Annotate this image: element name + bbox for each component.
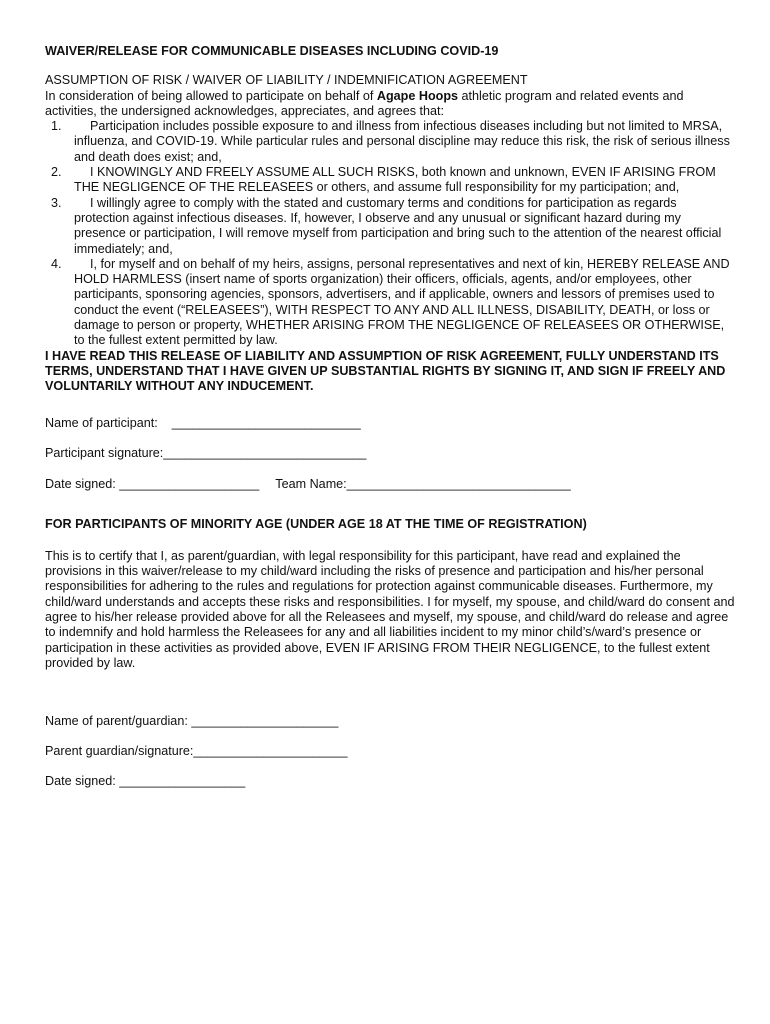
intro-paragraph (45, 89, 735, 120)
list-item-number: 1. (51, 119, 62, 134)
document-title: WAIVER/RELEASE FOR COMMUNICABLE DISEASES INCLUDING COVID-19 (45, 44, 499, 58)
guardian-name-field[interactable]: Name of parent/guardian: _____________________ (45, 714, 339, 729)
participant-signature-field[interactable]: Participant signature:_____________________________ (45, 445, 367, 460)
acknowledgement-statement: I HAVE READ THIS RELEASE OF LIABILITY AND ASSUMPTION OF RISK AGREEMENT, FULLY UNDERSTAND ITS TERMS, UNDERSTAND THAT I HAVE GIVEN UP SUBSTANTIAL RIGHTS BY SIGNING IT, AND SIGN IF FREELY AND VOLUNTARILY WITHOUT ANY INDUCEMENT. (45, 348, 726, 394)
list-item-text: I KNOWINGLY AND FREELY ASSUME ALL SUCH RISKS, both known and unknown, EVEN IF ARISING FROM THE NEGLIGENCE OF THE RELEASEES or others, and assume full responsibility for my participation; and, (74, 165, 716, 195)
list-item (45, 119, 735, 165)
participant-date-team-row (45, 477, 735, 492)
participant-date-field[interactable]: Date signed: ____________________ (45, 477, 260, 492)
minor-certification-paragraph: This is to certify that I, as parent/guardian, with legal responsibility for this participant, have read and explained the provisions in this waiver/release to my child/ward including the risks of presence and participation and his/her personal responsibilities for adhering to the rules and regulations for protection against communicable diseases. Furthermore, my child/ward understands and accepts these risks and responsibilities. I for myself, my spouse, and child/ward do consent and agree to his/her release provided above for all the Releasees and myself, my spouse, and child/ward do release and agree to indemnify and hold harmless the Releasees for any and all liabilities incident to my minor child’s/ward’s presence or participation in these activities as provided above, EVEN IF ARISING FROM THEIR NEGLIGENCE, to the fullest extent provided by law. (45, 548, 735, 670)
minor-section-title: FOR PARTICIPANTS OF MINORITY AGE (UNDER AGE 18 AT THE TIME OF REGISTRATION) (45, 517, 587, 532)
intro-before: In consideration of being allowed to participate on behalf of (45, 88, 377, 103)
list-item-text: I willingly agree to comply with the stated and customary terms and conditions for participation as regards protection against infectious diseases. If, however, I observe and any unusual or significant hazard during my presence or participation, I will remove myself from participation and bring such to the attention of the nearest official immediately; and, (74, 195, 722, 256)
list-item-number: 3. (51, 195, 62, 210)
team-name-field[interactable]: Team Name:________________________________ (275, 477, 571, 492)
waiver-document (45, 44, 735, 789)
participant-name-field[interactable]: Name of participant: ___________________________ (45, 415, 361, 430)
list-item-text: I, for myself and on behalf of my heirs, assigns, personal representatives and next of kin, HEREBY RELEASE AND HOLD HARMLESS (insert name of sports organization) their officers, officials, agents, and/or employees, other participants, sponsoring agencies, sponsors, advertisers, and if applicable, owners and lessors of premises used to conduct the event (“RELEASEES”), WITH RESPECT TO ANY AND ALL ILLNESS, DISABILITY, DEATH, or loss or damage to person or property, WHETHER ARISING FROM THE NEGLIGENCE OF RELEASEES OR OTHERWISE, to the fullest extent permitted by law. (74, 256, 730, 348)
list-item (45, 165, 735, 196)
guardian-date-field[interactable]: Date signed: __________________ (45, 773, 246, 788)
list-item-number: 2. (51, 165, 62, 180)
list-item-number: 4. (51, 256, 62, 271)
organization-name: Agape Hoops (376, 88, 459, 103)
terms-list (45, 119, 735, 348)
list-item (45, 196, 735, 257)
intro-after: athletic program and related events and activities, the undersigned acknowledges, appreciates, and agrees that: (45, 88, 684, 118)
agreement-subtitle: ASSUMPTION OF RISK / WAIVER OF LIABILITY / INDEMNIFICATION AGREEMENT (45, 73, 528, 88)
guardian-signature-field[interactable]: Parent guardian/signature:______________________ (45, 744, 348, 759)
list-item (45, 257, 735, 349)
list-item-text: Participation includes possible exposure to and illness from infectious diseases including but not limited to MRSA, influenza, and COVID-19. While particular rules and personal discipline may reduce this risk, the risk of serious illness and death does exist; and, (74, 119, 730, 164)
